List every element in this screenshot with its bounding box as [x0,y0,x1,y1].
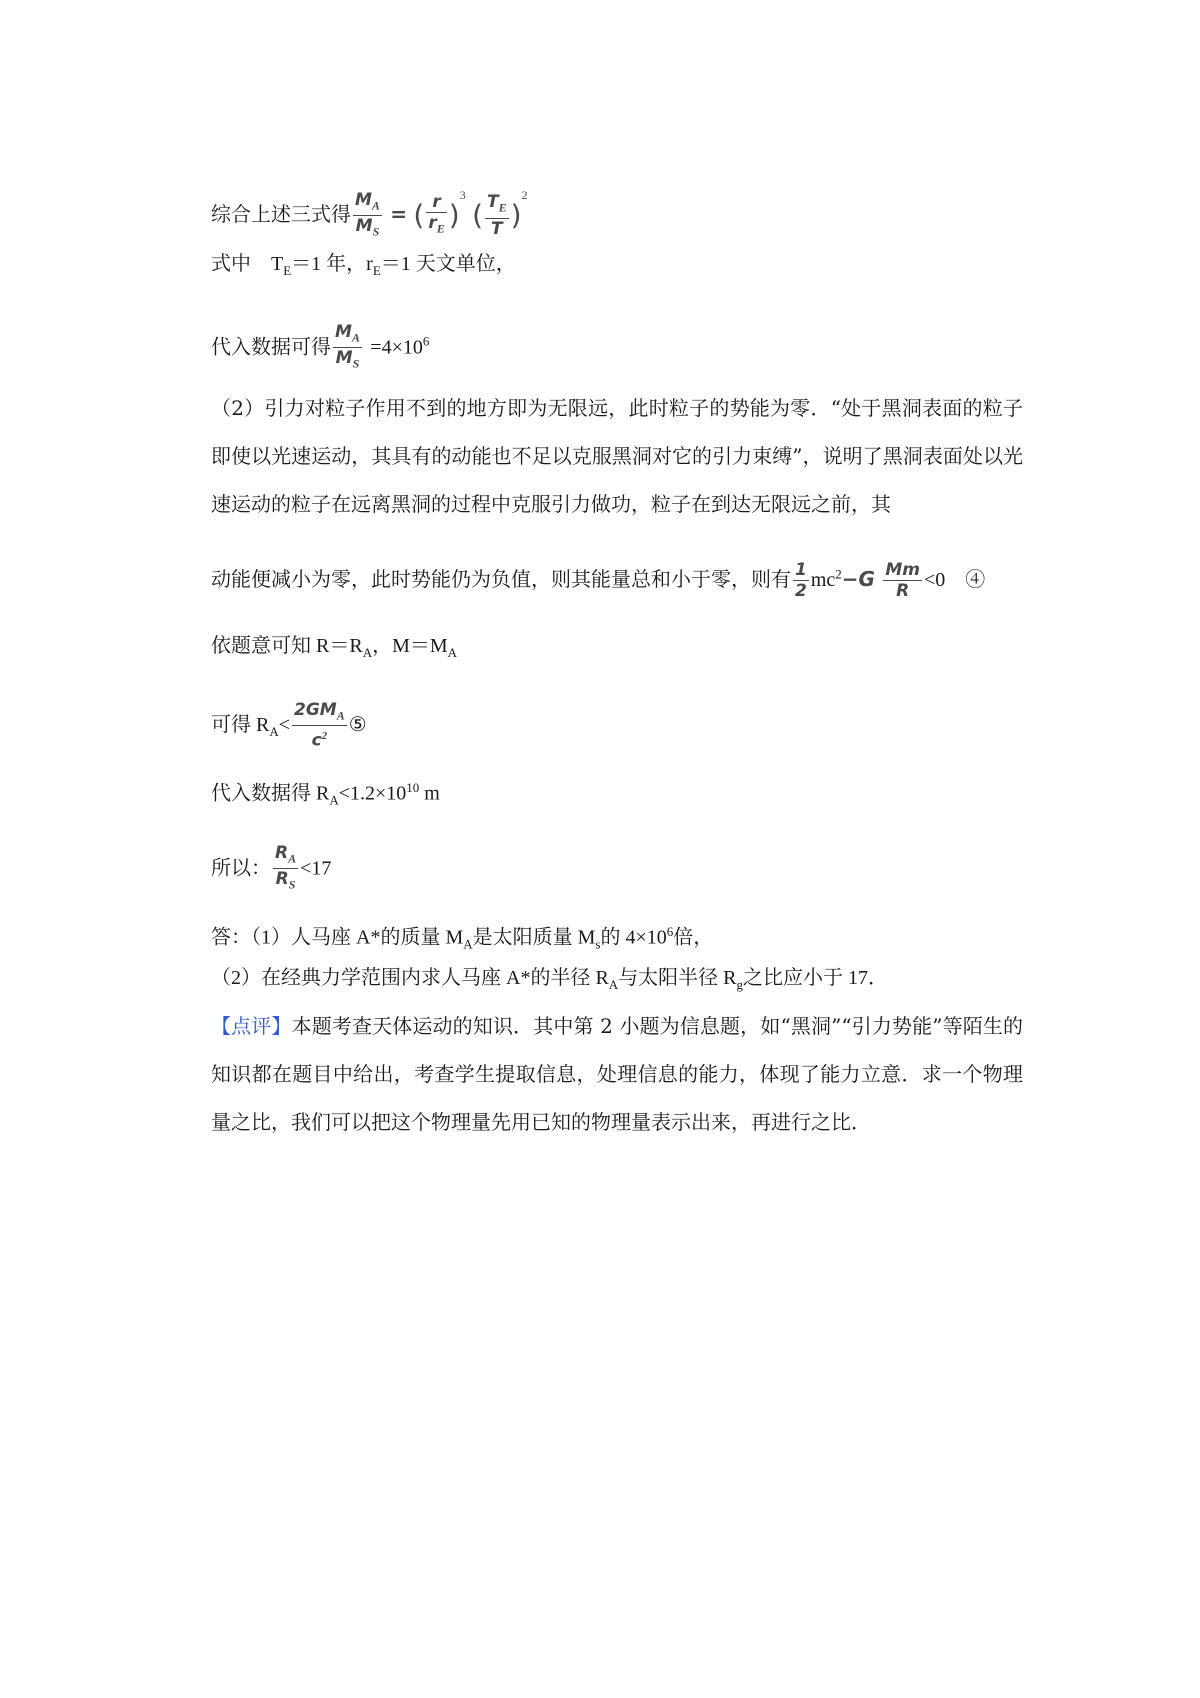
comment-label: 【点评】 [211,1014,292,1038]
equals-sign: = [390,202,408,226]
answer-line-1: 答：（1）人马座 A*的质量 $M_A$是太阳质量 $M_s$的 $4\times 10^6$倍， [211,924,714,952]
formula-line-mass-ratio: 综合上述三式得 $\frac{M_A}{M_S}$ = ( $\frac{r}{r_E}$ )$^3$ ( $\frac{T_E}{T}$ )$^2$ [211,181,528,241]
fraction-ma-ms-2: $\frac{M_A}{M_S}$ [335,322,360,371]
comment-body: 本题考查天体运动的知识．其中第 2 小题为信息题，如“黑洞”“引力势能”等陌生的知识都在题目中给出，考查学生提取信息，处理信息的能力，体现了能力立意．求一个物理量之比，我们可以把这个物理量先用已知的物理量表示出来，再进行之比． [211,1014,1024,1134]
text-line-conditions: 依题意可知 $R=R_A$，$M=M_A$ [211,635,458,660]
fraction-one-half: $\frac{1}{2}$ [795,560,807,601]
text-prefix: 综合上述三式得 [211,202,351,226]
formula-line-ratio: 所以： $\frac{R_A}{R_S}$ <17 [211,843,331,895]
answer-line-2: （2）在经典力学范围内求人马座 A*的半径 $R_A$与太阳半径 $R_g$之比应小于 17． [211,967,889,992]
text-line-radius-value: 代入数据得 $R_A<1.2\times 10^{10}$ m [211,780,440,808]
exponent-2: 2 [521,188,528,202]
fraction-2gma-c2: $\frac{2GM_A}{c^2}$ [294,700,345,752]
fraction-ra-rs: $\frac{R_A}{R_S}$ [275,843,297,892]
formula-line-radius: 可得 $R_A<$ $\frac{2GM_A}{c^2}$ ⑤ [211,700,367,752]
fraction-r-re: $\frac{r}{r_E}$ [428,192,445,236]
fraction-te-t: $\frac{T_E}{T}$ [487,192,507,239]
fraction-mm-r: $\frac{Mm}{R}$ [885,560,920,601]
text-line-definitions: 式中 $T_E=1$ 年，$r_E=1$ 天文单位， [211,253,516,278]
exponent-3: 3 [459,188,466,202]
formula-line-energy: 动能便减小为零，此时势能仍为负值，则其能量总和小于零，则有 $\frac{1}{2}$ $mc^2-G$ $\frac{Mm}{R}$ <0 ④ [211,560,986,601]
paragraph-part-2: （2）引力对粒子作用不到的地方即为无限远，此时粒子的势能为零．“处于黑洞表面的粒子即使以光速运动，其具有的动能也不足以克服黑洞对它的引力束缚”，说明了黑洞表面处以光速运动的粒子在远离黑洞的过程中克服引力做功，粒子在到达无限远之前，其 [211,396,1023,516]
formula-line-result: 代入数据可得 $\frac{M_A}{M_S}$ $=4\times 10^6$ [211,322,429,374]
fraction-ma-ms: $\frac{M_A}{M_S}$ [355,189,380,239]
comment-paragraph [211,1002,1023,1146]
